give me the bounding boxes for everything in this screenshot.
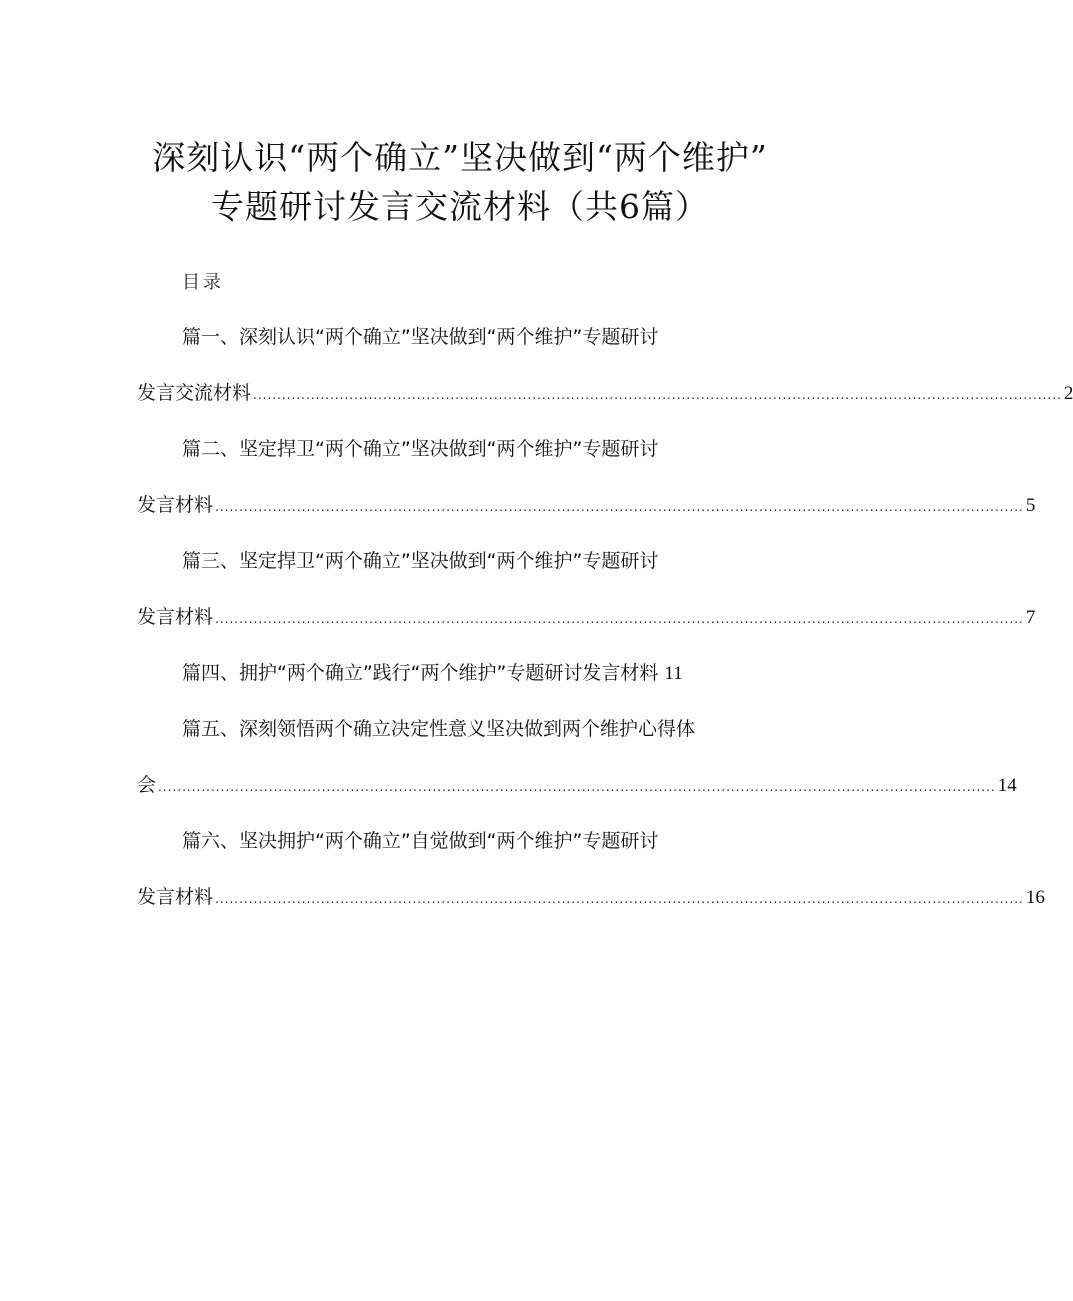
toc-leader-dots: ........................................................................................................................................................................ [215,500,1024,514]
toc-entry-1-cont[interactable] [137,380,1073,408]
toc-entry-5-title[interactable]: 篇五、深刻领悟两个确立决定性意义坚决做到两个维护心得体 [182,718,696,740]
toc-leader-dots: ........................................................................................................................................................................ [215,612,1024,626]
toc-entry-6-title[interactable]: 篇六、坚决拥护“两个确立”自觉做到“两个维护”专题研讨 [182,830,659,852]
toc-entry-3-title[interactable]: 篇三、坚定捍卫“两个确立”坚决做到“两个维护”专题研讨 [182,550,659,572]
toc-leader-dots: .............................................................................................................................................................................. [158,780,996,794]
toc-entry-4-title: 篇四、拥护“两个确立”践行“两个维护”专题研讨发言材料 [182,662,659,684]
toc-entry-3-label: 发言材料 [137,606,214,628]
document-title-line2: 专题研讨发言交流材料（共6篇） [211,187,709,226]
toc-entry-6-cont[interactable] [137,884,1045,912]
toc-entry-6-page: 16 [1025,887,1045,908]
toc-entry-2-cont[interactable] [137,492,1036,520]
toc-entry-4[interactable] [182,660,782,687]
toc-entry-5-cont[interactable] [137,772,1017,800]
toc-heading: 目录 [182,272,224,293]
toc-leader-dots: ........................................................................................................................................................................ [253,388,1062,402]
toc-entry-1-label: 发言交流材料 [137,382,252,404]
toc-entry-2-label: 发言材料 [137,494,214,516]
toc-entry-3-cont[interactable] [137,604,1036,632]
toc-entry-1-title[interactable]: 篇一、深刻认识“两个确立”坚决做到“两个维护”专题研讨 [182,326,659,348]
toc-entry-6-label: 发言材料 [137,886,214,908]
toc-leader-dots: ........................................................................................................................................................................ [215,892,1024,906]
toc-entry-5-page: 14 [997,775,1017,796]
document-title-line1: 深刻认识“两个确立”坚决做到“两个维护” [152,138,768,177]
toc-entry-5-label: 会 [137,774,157,796]
toc-entry-1-page: 2 [1063,383,1073,404]
toc-entry-4-page: 11 [664,663,683,684]
toc-entry-2-title[interactable]: 篇二、坚定捍卫“两个确立”坚决做到“两个维护”专题研讨 [182,438,659,460]
toc-entry-3-page: 7 [1025,607,1036,628]
toc-entry-2-page: 5 [1025,495,1036,516]
